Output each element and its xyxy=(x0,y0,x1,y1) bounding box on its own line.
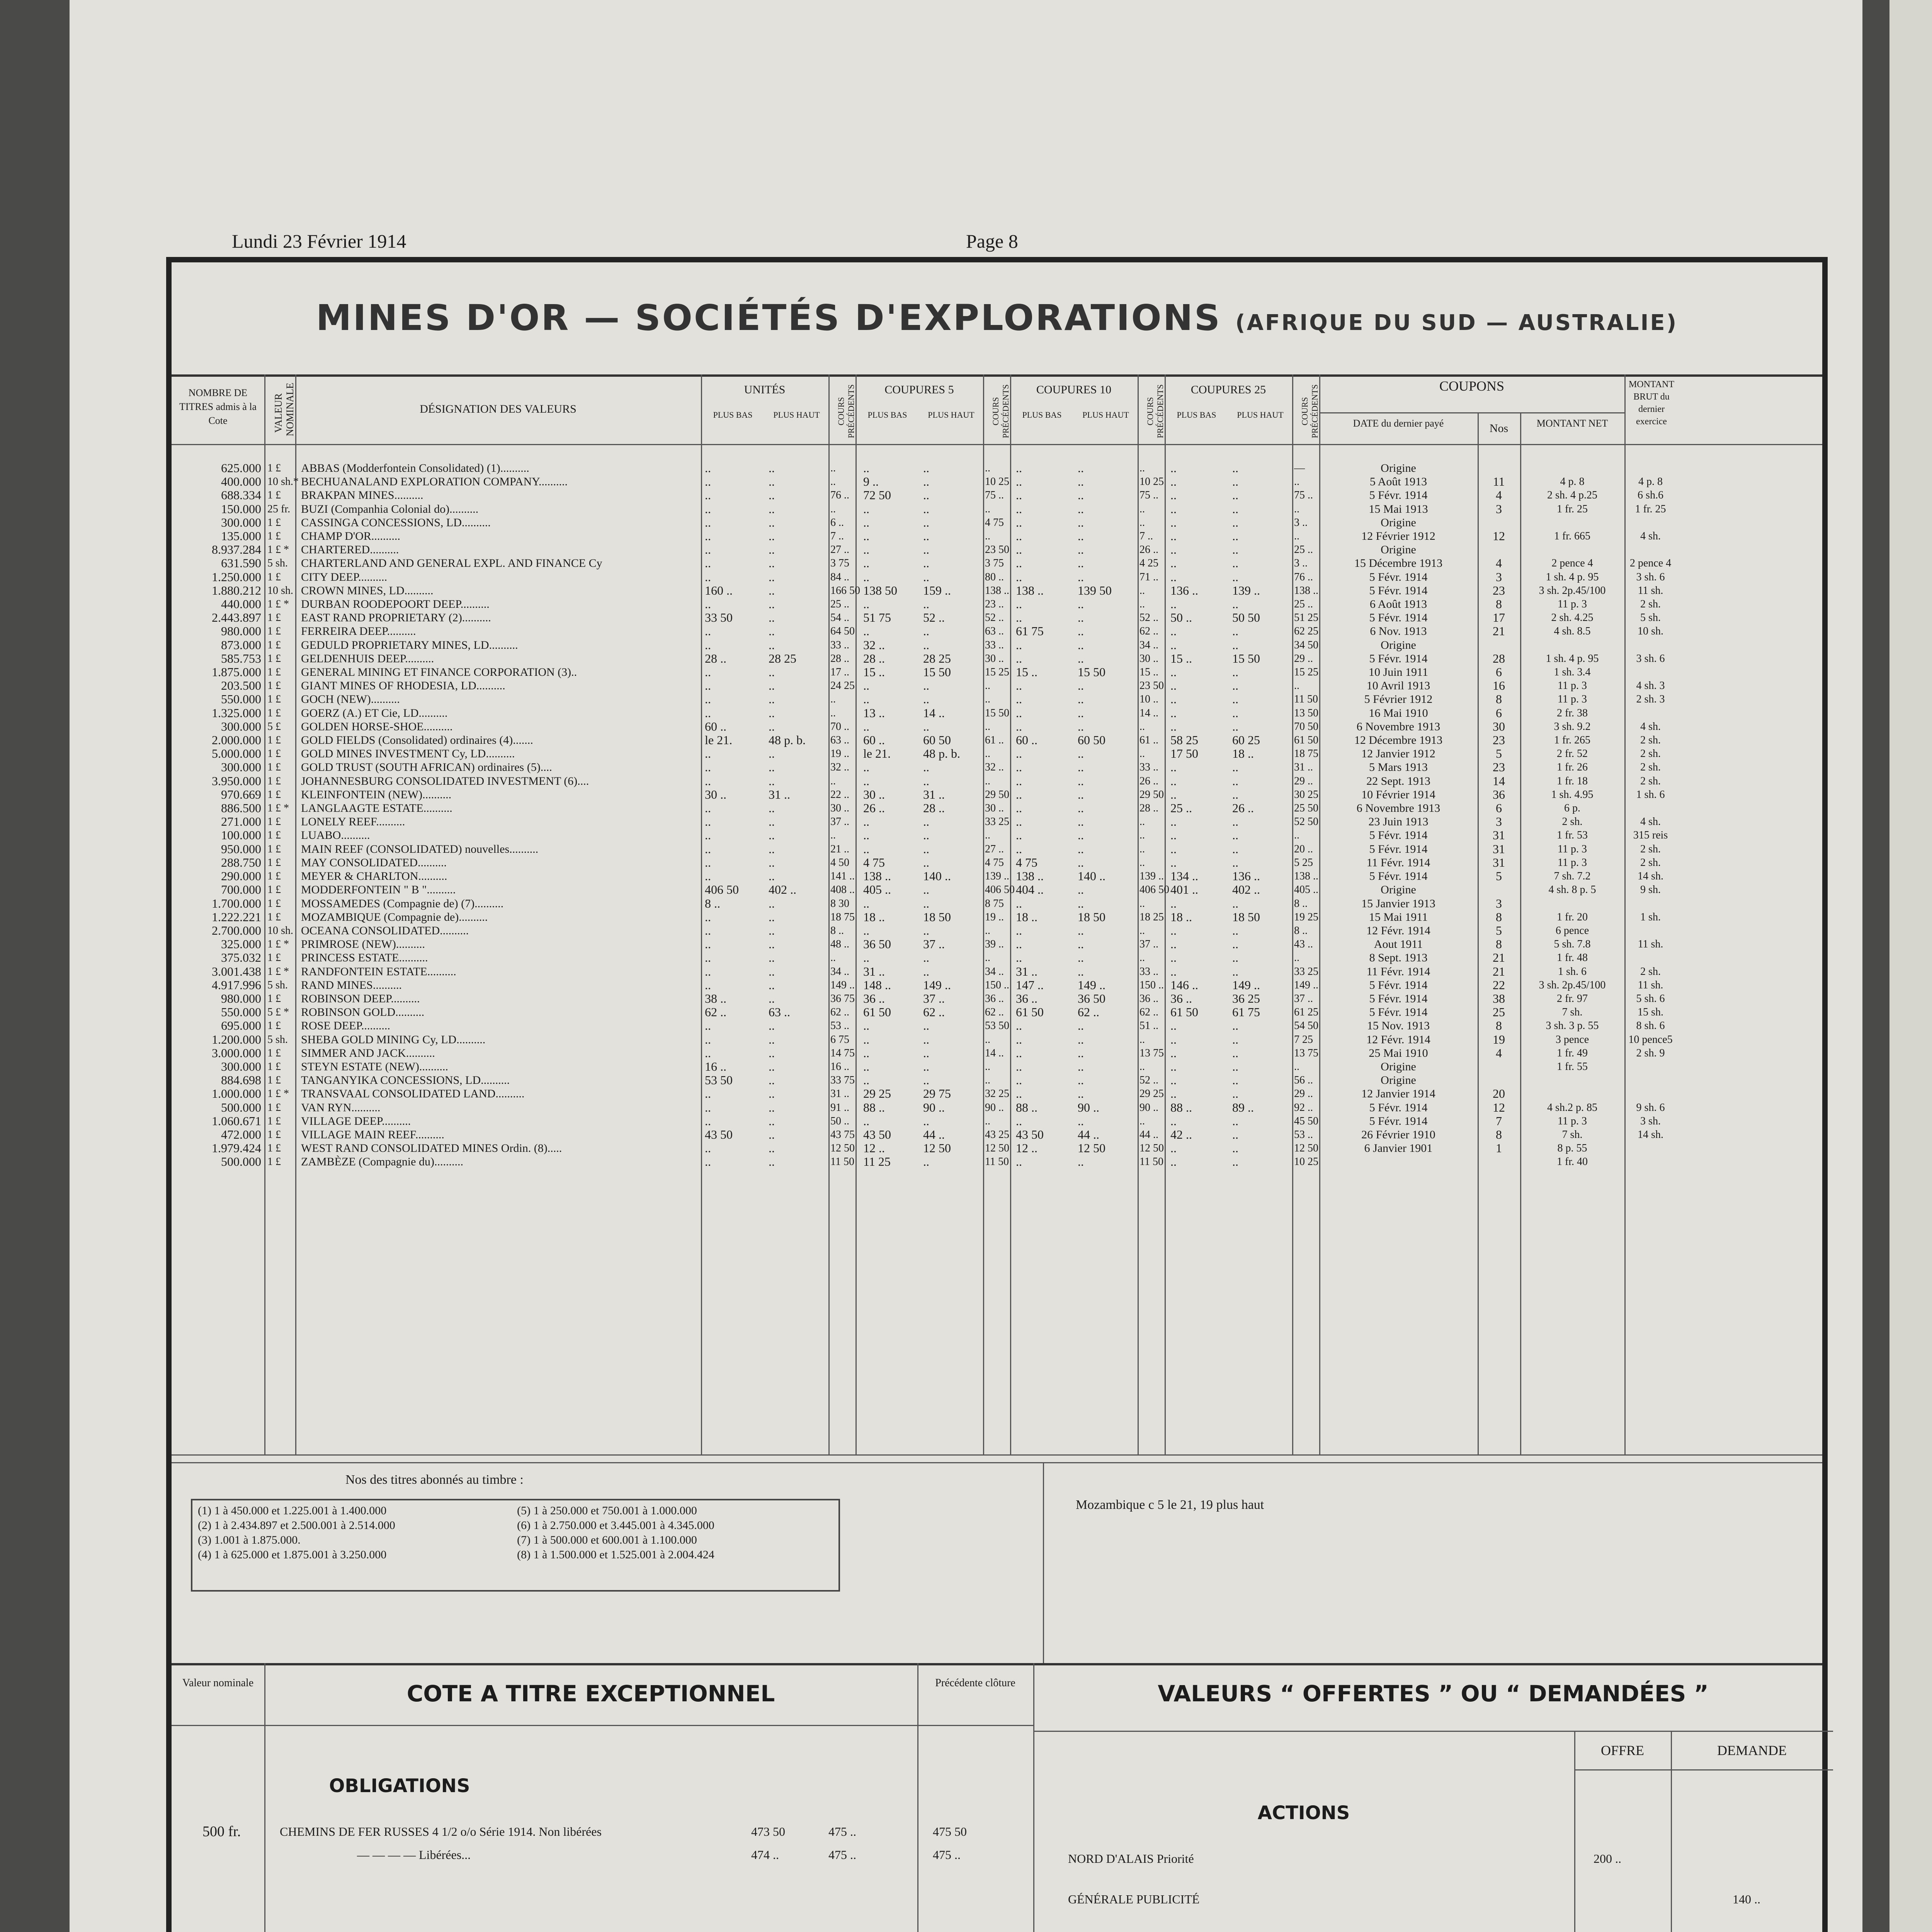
oblig-row2-prec: 475 .. xyxy=(933,1848,961,1862)
col-c25-bas: .. .. .. .. .. .. .. .. .. 136 .. .. 50 .. .. .. 15 .. .. .. .. .. .. 58 25 17 50 .. .. .. 25 .. .. .. .. .. 134 .. 401 .. .. 18 .. .. .. .. .. 146 .. 36 .. 61 50 .. .. .. .. .. .. 88 .. .. 42 .. .. .. xyxy=(1170,461,1198,1169)
c25-plus-bas-header: PLUS BAS xyxy=(1177,410,1216,420)
valeurs-offertes-title: VALEURS “ OFFERTES ” OU “ DEMANDÉES ” xyxy=(1158,1680,1709,1707)
footnote-1: (1) 1 à 450.000 et 1.225.001 à 1.400.000 xyxy=(198,1504,387,1517)
title-rule xyxy=(172,374,1822,377)
adjacent-page-edge xyxy=(1889,0,1932,1932)
footnote-8: (8) 1 à 1.500.000 et 1.525.001 à 2.004.424 xyxy=(517,1548,714,1561)
precedente-cloture-label: Précédente clôture xyxy=(935,1677,1015,1689)
table-bottom-rule xyxy=(172,1454,1822,1456)
col-c25-cours: — .. 75 .. .. 3 .. .. 25 .. 3 .. 76 .. 138 .. 25 .. 51 25 62 25 34 50 29 .. 15 25 .. 11 50 13 50 70 50 61 50 18 75 31 .. 29 .. 30 25 25 50 52 50 .. 20 .. 5 25 138 .. 405 .. 8 .. 19 25 8 .. 43 .. .. 33 25 149 .. 37 .. 61 25 54 50 7 25 13 75 .. 56 .. 29 .. 92 .. 45 50 53 .. 12 50 10 25 xyxy=(1294,462,1318,1168)
oblig-row2-v1: 474 .. xyxy=(751,1848,779,1862)
actions-heading: ACTIONS xyxy=(1257,1802,1350,1824)
c10-plus-haut-header: PLUS HAUT xyxy=(1082,410,1129,420)
obligations-heading: OBLIGATIONS xyxy=(329,1775,470,1797)
footnote-3: (3) 1.001 à 1.875.000. xyxy=(198,1534,301,1546)
offer-row-2: GÉNÉRALE PUBLICITÉ xyxy=(1068,1892,1200,1906)
offer-row-2-demande: 140 .. xyxy=(1733,1892,1760,1906)
col-c10-cours: .. 10 25 75 .. .. .. 7 .. 26 .. 4 25 71 .. .. .. 52 .. 62 .. 34 .. 30 .. 15 .. 23 50 10 .. 14 .. .. 61 .. .. 33 .. 26 .. 29 50 28 .. .. .. .. .. 139 .. 406 50 .. 18 25 .. 37 .. .. 33 .. 150 .. 36 .. 62 .. 51 .. .. 13 75 .. 52 .. 29 25 90 .. .. 44 .. 12 50 11 50 xyxy=(1139,462,1169,1168)
cp-brut-header: MONTANT BRUT du dernier exercice xyxy=(1628,379,1675,427)
u-cours-header: COURS PRÉCÉDENTS xyxy=(836,384,856,438)
title-main: MINES D'OR — SOCIÉTÉS D'EXPLORATIONS xyxy=(316,297,1221,338)
title-sub: (AFRIQUE DU SUD — AUSTRALIE) xyxy=(1235,310,1678,335)
cp-net-header: MONTANT NET xyxy=(1536,418,1608,429)
oblig-row1-v1: 473 50 xyxy=(751,1825,785,1838)
col-nombre: 625.000 400.000 688.334 150.000 300.000 135.000 8.937.284 631.590 1.250.000 1.880.212 440.000 2.443.897 980.000 873.000 585.753 1.875.000 203.500 550.000 1.325.000 300.000 2.000.000 5.000.000 300.000 3.950.000 970.669 886.500 271.000 100.000 950.000 288.750 290.000 700.000 1.700.000 1.222.221 2.700.000 325.000 375.032 3.001.438 4.917.996 980.000 550.000 695.000 1.200.000 3.000.000 300.000 884.698 1.000.000 500.000 1.060.671 472.000 1.979.424 500.000 xyxy=(212,461,261,1169)
u-plus-bas-header: PLUS BAS xyxy=(713,410,753,420)
footnotes-box xyxy=(191,1499,840,1592)
col-c10-bas: .. .. .. .. .. .. .. .. .. 138 .. .. .. 61 75 .. .. 15 .. .. .. .. .. 60 .. .. .. .. .. .. .. .. .. 4 75 138 .. 404 .. .. 18 .. .. .. .. 31 .. 147 .. 36 .. 61 50 .. .. .. .. .. .. 88 .. .. 43 50 12 .. .. xyxy=(1016,461,1044,1169)
oblig-row1-v2: 475 .. xyxy=(828,1825,856,1838)
col-cp-date: Origine 5 Août 1913 5 Févr. 1914 15 Mai 1913 Origine 12 Février 1912 Origine 15 Décembre 1913 5 Févr. 1914 5 Févr. 1914 6 Août 1913 5 Févr. 1914 6 Nov. 1913 Origine 5 Févr. 1914 10 Juin 1911 10 Avril 1913 5 Février 1912 16 Mai 1910 6 Novembre 1913 12 Décembre 1913 12 Janvier 1912 5 Mars 1913 22 Sept. 1913 10 Février 1914 6 Novembre 1913 23 Juin 1913 5 Févr. 1914 5 Févr. 1914 11 Févr. 1914 5 Févr. 1914 Origine 15 Janvier 1913 15 Mai 1911 12 Févr. 1914 Aout 1911 8 Sept. 1913 11 Févr. 1914 5 Févr. 1914 5 Févr. 1914 5 Févr. 1914 15 Nov. 1913 12 Févr. 1914 25 Mai 1910 Origine Origine 12 Janvier 1914 5 Févr. 1914 5 Févr. 1914 26 Février 1910 6 Janvier 1901 xyxy=(1354,462,1443,1155)
col-c5-bas: .. 9 .. 72 50 .. .. .. .. .. .. 138 50 .. 51 75 .. 32 .. 28 .. 15 .. .. .. 13 .. .. 60 .. le 21. .. .. 30 .. 26 .. .. .. .. 4 75 138 .. 405 .. .. 18 .. .. 36 50 .. 31 .. 148 .. 36 .. 61 50 .. .. .. .. .. 29 25 88 .. .. 43 50 12 .. 11 25 xyxy=(863,461,897,1169)
col-designation: ABBAS (Modderfontein Consolidated) (1).......... BECHUANALAND EXPLORATION COMPANY.......... BRAKPAN MINES.......... BUZI (Companhia Colonial do).......... CASSINGA CONCESSIONS, LD.......... CHAMP D'OR.......... CHARTERED.......... CHARTERLAND AND GENERAL EXPL. AND FINANCE Cy CITY DEEP.......... CROWN MINES, LD.......... DURBAN ROODEPOORT DEEP.......... EAST RAND PROPRIETARY (2).......... FERREIRA DEEP.......... GEDULD PROPRIETARY MINES, LD.......... GELDENHUIS DEEP.......... GENERAL MINING ET FINANCE CORPORATION (3).. GIANT MINES OF RHODESIA, LD.......... GOCH (NEW).......... GOERZ (A.) ET Cie, LD.......... GOLDEN HORSE-SHOE.......... GOLD FIELDS (Consolidated) ordinaires (4)....... GOLD MINES INVESTMENT Cy, LD.......... GOLD TRUST (SOUTH AFRICAN) ordinaires (5).... JOHANNESBURG CONSOLIDATED INVESTMENT (6).... KLEINFONTEIN (NEW).......... LANGLAAGTE ESTATE.......... LONELY REEF.......... LUABO.......... MAIN REEF (CONSOLIDATED) nouvelles.......... MAY CONSOLIDATED.......... MEYER & CHARLTON.......... MODDERFONTEIN " B ".......... MOSSAMEDES (Compagnie de) (7).......... MOZAMBIQUE (Compagnie de).......... OCEANA CONSOLIDATED.......... PRIMROSE (NEW).......... PRINCESS ESTATE.......... RANDFONTEIN ESTATE.......... RAND MINES.......... ROBINSON DEEP.......... ROBINSON GOLD.......... ROSE DEEP.......... SHEBA GOLD MINING Cy, LD.......... SIMMER AND JACK.......... STEYN ESTATE (NEW).......... TANGANYIKA CONCESSIONS, LD.......... TRANSVAAL CONSOLIDATED LAND.......... VAN RYN.......... VILLAGE DEEP.......... VILLAGE MAIN REEF.......... WEST RAND CONSOLIDATED MINES Ordin. (8)..... ZAMBÈZE (Compagnie du).......... xyxy=(301,462,602,1168)
col-nombre-header: NOMBRE DE TITRES admis à la Cote xyxy=(179,387,257,426)
col-c25-header: COUPURES 25 xyxy=(1190,383,1266,396)
oblig-valeur: 500 fr. xyxy=(202,1823,241,1840)
col-c25-haut: .. .. .. .. .. .. .. .. .. 139 .. .. 50 50 .. .. 15 50 .. .. .. .. .. 60 25 18 .. .. .. .. 26 .. .. .. .. .. 136 .. 402 .. .. 18 50 .. .. .. .. 149 .. 36 25 61 75 .. .. .. .. .. .. 89 .. .. .. .. .. xyxy=(1232,461,1260,1169)
page-number: Page 8 xyxy=(966,230,1018,252)
oblig-row1-name: CHEMINS DE FER RUSSES 4 1/2 o/o Série 1914. Non libérées xyxy=(280,1825,602,1838)
offre-header: OFFRE xyxy=(1600,1743,1645,1758)
col-valeur: 1 £ 10 sh.* 1 £ 25 fr. 1 £ 1 £ 1 £ * 5 sh. 1 £ 10 sh. 1 £ * 1 £ 1 £ 1 £ 1 £ 1 £ 1 £ 1 £ 1 £ 5 £ 1 £ 1 £ 1 £ 1 £ 1 £ 1 £ * 1 £ 1 £ 1 £ 1 £ 1 £ 1 £ 1 £ 1 £ 10 sh. 1 £ * 1 £ 1 £ * 5 sh. 1 £ 5 £ * 1 £ 5 sh. 1 £ 1 £ 1 £ 1 £ * 1 £ 1 £ 1 £ 1 £ 1 £ xyxy=(267,462,299,1168)
page-title xyxy=(172,297,1822,338)
main-frame xyxy=(166,257,1828,1932)
oblig-row2-name: — — — — Libérées... xyxy=(357,1848,471,1862)
c10-cours-header: COURS PRÉCÉDENTS xyxy=(1145,384,1165,438)
col-unites-header: UNITÉS xyxy=(744,383,786,396)
offer-row-1: NORD D'ALAIS Priorité xyxy=(1068,1852,1194,1866)
c5-plus-bas-header: PLUS BAS xyxy=(867,410,907,420)
mozambique-note: Mozambique c 5 le 21, 19 plus haut xyxy=(1076,1498,1264,1512)
c25-cours-header: COURS PRÉCÉDENTS xyxy=(1300,384,1320,438)
header-bottom-rule xyxy=(172,444,1822,445)
col-c5-header: COUPURES 5 xyxy=(884,383,954,396)
footnote-5: (5) 1 à 250.000 et 750.001 à 1.000.000 xyxy=(517,1504,697,1517)
footnote-4: (4) 1 à 625.000 et 1.875.001 à 3.250.000 xyxy=(198,1548,387,1561)
col-u-cours: .. .. 76 .. .. 6 .. 7 .. 27 .. 3 75 84 .. 166 50 25 .. 54 .. 64 50 33 .. 28 .. 17 .. 24 25 .. .. 70 .. 63 .. 19 .. 32 .. .. 22 .. 30 .. 37 .. .. 21 .. 4 50 141 .. 408 .. 8 30 18 75 8 .. 48 .. .. 34 .. 149 .. 36 75 62 .. 53 .. 6 75 14 75 16 .. 33 75 31 .. 91 .. 50 .. 43 75 12 50 11 50 xyxy=(830,462,860,1168)
oblig-row2-v2: 475 .. xyxy=(828,1848,856,1862)
footnote-2: (2) 1 à 2.434.897 et 2.500.001 à 2.514.000 xyxy=(198,1519,395,1532)
col-c10-header: COUPURES 10 xyxy=(1036,383,1112,396)
demande-header: DEMANDE xyxy=(1717,1743,1787,1758)
footnote-6: (6) 1 à 2.750.000 et 3.445.001 à 4.345.000 xyxy=(517,1519,714,1532)
c10-plus-bas-header: PLUS BAS xyxy=(1022,410,1062,420)
u-plus-haut-header: PLUS HAUT xyxy=(773,410,820,420)
c25-plus-haut-header: PLUS HAUT xyxy=(1237,410,1284,420)
col-designation-header: DÉSIGNATION DES VALEURS xyxy=(420,403,577,415)
col-cp-brut: 4 p. 8 6 sh.6 1 fr. 25 4 sh. 2 pence 4 3 sh. 6 11 sh. 2 sh. 5 sh. 10 sh. 3 sh. 6 4 sh. 3 2 sh. 3 4 sh. 2 sh. 2 sh. 2 sh. 2 sh. 1 sh. 6 4 sh. 315 reis 2 sh. 2 sh. 14 sh. 9 sh. 1 sh. 11 sh. 2 sh. 11 sh. 5 sh. 6 15 sh. 8 sh. 6 10 pence5 2 sh. 9 9 sh. 6 3 sh. 14 sh. xyxy=(1628,476,1673,1141)
offer-row-1-offre: 200 .. xyxy=(1594,1852,1621,1866)
c5-cours-header: COURS PRÉCÉDENTS xyxy=(991,384,1010,438)
cp-date-header: DATE du dernier payé xyxy=(1353,418,1444,429)
col-u-haut: .. .. .. .. .. .. .. .. .. .. .. .. .. .. 28 25 .. .. .. .. .. 48 p. b. .. .. .. 31 .. .. .. .. .. .. .. 402 .. .. .. .. .. .. .. .. .. 63 .. .. .. .. .. .. .. .. .. .. .. .. xyxy=(769,461,806,1169)
col-c10-haut: .. .. .. .. .. .. .. .. .. 139 50 .. .. .. .. .. 15 50 .. .. .. .. 60 50 .. .. .. .. .. .. .. .. .. 140 .. .. .. 18 50 .. .. .. .. 149 .. 36 50 62 .. .. .. .. .. .. .. 90 .. .. 44 .. 12 50 .. xyxy=(1078,461,1112,1169)
issue-date: Lundi 23 Février 1914 xyxy=(232,230,406,252)
col-valeur-header: VALEUR NOMINALE xyxy=(273,383,296,436)
oblig-row1-prec: 475 50 xyxy=(933,1825,967,1838)
valeur-nominale-label: Valeur nominale xyxy=(182,1677,254,1689)
col-cp-net: 4 p. 8 2 sh. 4 p.25 1 fr. 25 1 fr. 665 2 pence 4 1 sh. 4 p. 95 3 sh. 2p.45/100 11 p. 3 2 sh. 4.25 4 sh. 8.5 1 sh. 4 p. 95 1 sh. 3.4 11 p. 3 11 p. 3 2 fr. 38 3 sh. 9.2 1 fr. 265 2 fr. 52 1 fr. 26 1 fr. 18 1 sh. 4.95 6 p. 2 sh. 1 fr. 53 11 p. 3 11 p. 3 7 sh. 7.2 4 sh. 8 p. 5 1 fr. 20 6 pence 5 sh. 7.8 1 fr. 48 1 sh. 6 3 sh. 2p.45/100 2 fr. 97 7 sh. 3 sh. 3 p. 55 3 pence 1 fr. 49 1 fr. 55 4 sh.2 p. 85 11 p. 3 7 sh. 8 p. 55 1 fr. 40 xyxy=(1539,476,1606,1168)
col-c5-haut: .. .. .. .. .. .. .. .. .. 159 .. .. 52 .. .. .. 28 25 15 50 .. .. 14 .. .. 60 50 48 p. b. .. .. 31 .. 28 .. .. .. .. .. 140 .. .. .. 18 50 .. 37 .. .. .. 149 .. 37 .. 62 .. .. .. .. .. .. 29 75 90 .. .. 44 .. 12 50 .. xyxy=(923,461,960,1169)
coupons-header: COUPONS xyxy=(1439,378,1505,394)
c5-plus-haut-header: PLUS HAUT xyxy=(928,410,975,420)
cote-exceptionnel-title: COTE A TITRE EXCEPTIONNEL xyxy=(406,1680,775,1707)
col-cp-no: 11 4 3 12 4 3 23 8 17 21 28 6 16 8 6 30 23 5 23 14 36 6 3 31 31 31 5 3 8 5 8 21 21 22 38 25 8 19 4 20 12 7 8 1 xyxy=(1493,474,1505,1155)
cp-no-header: Nos xyxy=(1489,422,1509,435)
col-c5-cours: .. 10 25 75 .. .. 4 75 .. 23 50 3 75 80 .. 138 .. 23 .. 52 .. 63 .. 33 .. 30 .. 15 25 .. .. 15 50 .. 61 .. .. 32 .. .. 29 50 30 .. 33 25 .. 27 .. 4 75 139 .. 406 50 8 75 19 .. .. 39 .. .. 34 .. 150 .. 36 .. 62 .. 53 50 .. 14 .. .. .. 32 25 90 .. .. 43 25 12 50 11 50 xyxy=(985,462,1015,1168)
footnote-7: (7) 1 à 500.000 et 600.001 à 1.100.000 xyxy=(517,1534,697,1546)
col-u-bas: .. .. .. .. .. .. .. .. .. 160 .. .. 33 50 .. .. 28 .. .. .. .. .. 60 .. le 21. .. .. .. 30 .. .. .. .. .. .. .. 406 50 8 .. .. .. .. .. .. .. 38 .. 62 .. .. .. .. 16 .. 53 50 .. .. .. 43 50 .. .. xyxy=(705,461,739,1169)
cote-exceptionnel-panel xyxy=(172,1663,1033,1932)
footnotes-title: Nos des titres abonnés au timbre : xyxy=(345,1473,524,1487)
